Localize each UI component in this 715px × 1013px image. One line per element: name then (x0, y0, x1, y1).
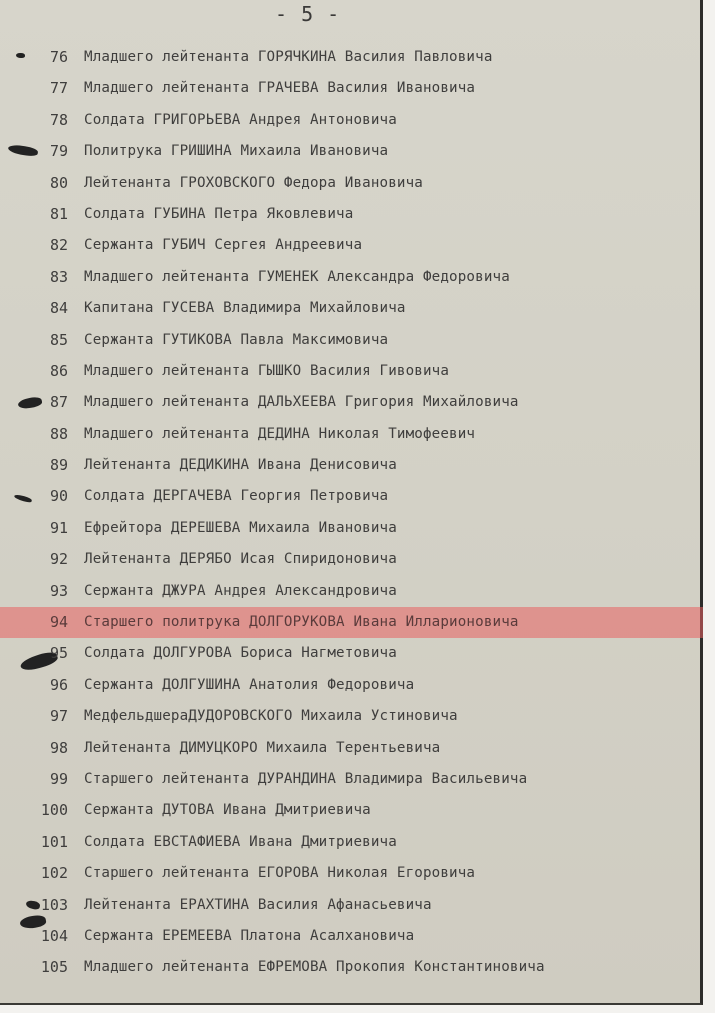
entry-number: 104 (40, 926, 68, 945)
entry-number: 83 (49, 267, 68, 286)
entry-number: 89 (49, 456, 68, 475)
entry-text: Ефрейтора ДЕРЕШЕВА Михаила Ивановича (84, 519, 397, 536)
entry-number: 92 (49, 550, 68, 569)
list-item (0, 858, 703, 889)
entry-text: Старшего лейтенанта ЕГОРОВА Николая Егоровича (84, 865, 476, 882)
list-item (0, 544, 703, 575)
entry-text: Младшего лейтенанта ДЕДИНА Николая Тимофеевич (84, 425, 476, 442)
list-item (0, 670, 703, 701)
entry-number: 81 (49, 204, 68, 223)
name-list (0, 42, 703, 984)
entry-number: 91 (49, 518, 68, 537)
list-item (0, 42, 703, 73)
entry-text: Солдата ЕВСТАФИЕВА Ивана Дмитриевича (84, 833, 397, 850)
entry-text: Сержанта ГУТИКОВА Павла Максимовича (84, 331, 389, 348)
entry-text: Солдата ДОЛГУРОВА Бориса Нагметовича (84, 645, 397, 662)
entry-number: 84 (49, 299, 68, 318)
entry-number: 103 (40, 895, 68, 914)
entry-text: Лейтенанта ГРОХОВСКОГО Федора Ивановича (84, 174, 423, 191)
entry-number: 90 (49, 487, 68, 506)
entry-text: Сержанта ГУБИЧ Сергея Андреевича (84, 237, 363, 254)
entry-text: Солдата ГУБИНА Петра Яковлевича (84, 205, 354, 222)
list-item (0, 481, 703, 512)
entry-number: 78 (49, 110, 68, 129)
entry-number: 76 (49, 48, 68, 66)
list-item (0, 105, 703, 136)
entry-text: Сержанта ДЖУРА Андрея Александровича (84, 582, 397, 599)
entry-text: Младшего лейтенанта ГУМЕНЕК Александра Федоровича (84, 268, 510, 285)
page-number: - 5 - (275, 2, 341, 26)
list-item (0, 921, 703, 952)
list-item (0, 827, 703, 858)
list-item (0, 701, 703, 732)
entry-number: 88 (49, 424, 68, 443)
entry-text: Младшего лейтенанта ГЫШКО Василия Гивовича (84, 362, 450, 379)
list-item (0, 795, 703, 826)
list-item (0, 638, 703, 669)
entry-number: 102 (40, 864, 68, 883)
entry-number: 97 (49, 707, 68, 726)
entry-number: 82 (49, 236, 68, 255)
entry-number: 93 (49, 581, 68, 600)
list-item (0, 450, 703, 481)
entry-number: 87 (49, 393, 68, 412)
entry-number: 85 (49, 330, 68, 349)
list-item (0, 890, 703, 921)
list-item (0, 136, 703, 167)
list-item (0, 325, 703, 356)
list-item (0, 356, 703, 387)
entry-text: Старшего политрука ДОЛГОРУКОВА Ивана Илларионовича (84, 614, 519, 631)
entry-number: 105 (40, 958, 68, 977)
entry-text: Сержанта ДОЛГУШИНА Анатолия Федоровича (84, 676, 415, 693)
entry-text: Лейтенанта ДЕРЯБО Исая Спиридоновича (84, 551, 397, 568)
entry-number: 98 (49, 738, 68, 757)
list-item (0, 199, 703, 230)
list-item-highlighted (0, 607, 703, 638)
entry-text: Солдата ДЕРГАЧЕВА Георгия Петровича (84, 488, 389, 505)
entry-text: Сержанта ДУТОВА Ивана Дмитриевича (84, 802, 371, 819)
list-item (0, 262, 703, 293)
list-item (0, 168, 703, 199)
list-item (0, 733, 703, 764)
entry-number: 79 (49, 142, 68, 161)
list-item (0, 230, 703, 261)
list-item (0, 73, 703, 104)
entry-text: Капитана ГУСЕВА Владимира Михайловича (84, 300, 406, 317)
entry-number: 101 (40, 832, 68, 851)
entry-number: 99 (49, 769, 68, 788)
entry-text: МедфельдшераДУДОРОВСКОГО Михаила Устиновича (84, 708, 458, 725)
entry-text: Сержанта ЕРЕМЕЕВА Платона Асалхановича (84, 927, 415, 944)
entry-text: Политрука ГРИШИНА Михаила Ивановича (84, 143, 389, 160)
entry-text: Младшего лейтенанта ГОРЯЧКИНА Василия Павловича (84, 49, 493, 65)
entry-number: 95 (49, 644, 68, 663)
entry-text: Младшего лейтенанта ДАЛЬХЕЕВА Григория Михайловича (84, 394, 519, 411)
entry-number: 100 (40, 801, 68, 820)
entry-text: Лейтенанта ДЕДИКИНА Ивана Денисовича (84, 457, 397, 474)
list-item (0, 952, 703, 983)
entry-text: Лейтенанта ДИМУЦКОРО Михаила Терентьевича (84, 739, 441, 756)
list-item (0, 764, 703, 795)
entry-number: 77 (49, 79, 68, 98)
entry-number: 94 (49, 613, 68, 632)
list-item (0, 513, 703, 544)
entry-text: Младшего лейтенанта ГРАЧЕВА Василия Ивановича (84, 80, 476, 97)
list-item (0, 387, 703, 418)
entry-number: 80 (49, 173, 68, 192)
entry-text: Солдата ГРИГОРЬЕВА Андрея Антоновича (84, 111, 397, 128)
entry-text: Лейтенанта ЕРАХТИНА Василия Афанасьевича (84, 896, 432, 913)
entry-text: Старшего лейтенанта ДУРАНДИНА Владимира Васильевича (84, 770, 528, 787)
list-item (0, 293, 703, 324)
entry-number: 96 (49, 675, 68, 694)
entry-text: Младшего лейтенанта ЕФРЕМОВА Прокопия Константиновича (84, 959, 545, 976)
list-item (0, 576, 703, 607)
entry-number: 86 (49, 361, 68, 380)
list-item (0, 419, 703, 450)
